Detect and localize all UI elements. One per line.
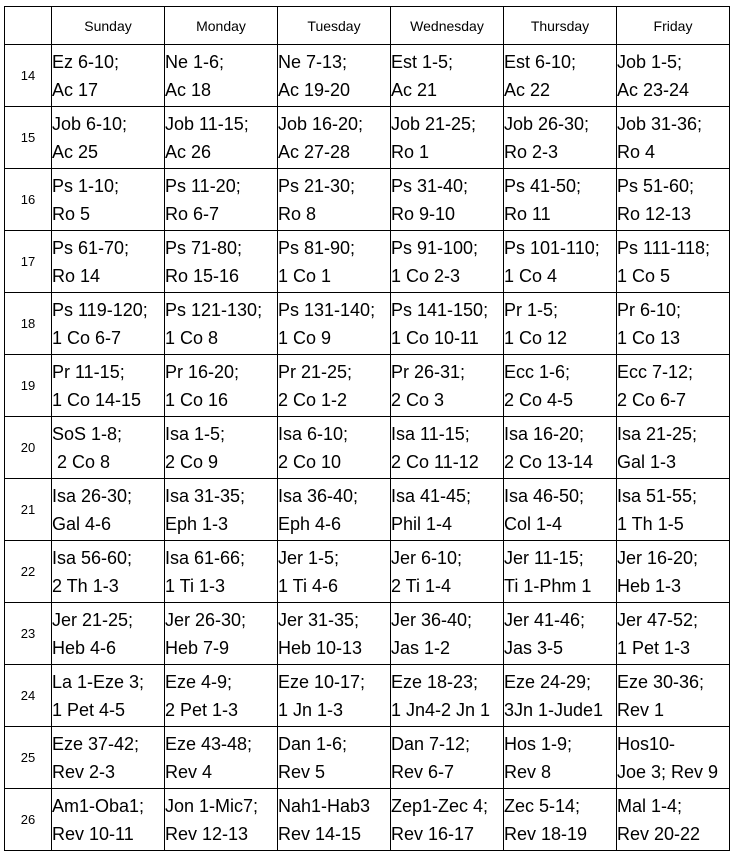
- reading-line-primary: SoS 1-8;: [52, 423, 123, 444]
- reading-line-secondary: Rev 20-22: [617, 823, 701, 844]
- reading-cell-thursday: [504, 479, 617, 541]
- reading-line-primary: Isa 31-35;: [165, 485, 246, 506]
- reading-cell-tuesday: [278, 603, 391, 665]
- reading-cell-friday: [617, 479, 730, 541]
- reading-cell-tuesday: [278, 665, 391, 727]
- reading-line-secondary: 1 Pet 4-5: [52, 699, 126, 720]
- reading-line-primary: Job 6-10;: [52, 113, 128, 134]
- reading-line-secondary: Rev 5: [278, 761, 326, 782]
- reading-cell-sunday: [52, 355, 165, 417]
- reading-cell-thursday: [504, 727, 617, 789]
- reading-line-secondary: 2 Pet 1-3: [165, 699, 239, 720]
- reading-line-secondary: Eph 1-3: [165, 513, 229, 534]
- day-header-sunday: Sunday: [52, 7, 165, 45]
- reading-line-primary: Jon 1-Mic7;: [165, 795, 259, 816]
- reading-cell-tuesday: [278, 231, 391, 293]
- reading-cell-monday: [165, 479, 278, 541]
- reading-line-secondary: Rev 4: [165, 761, 213, 782]
- reading-cell-sunday: [52, 417, 165, 479]
- reading-cell-monday: [165, 727, 278, 789]
- reading-cell-wednesday: [391, 727, 504, 789]
- reading-cell-monday: [165, 603, 278, 665]
- reading-cell-sunday: [52, 169, 165, 231]
- reading-line-primary: Jer 6-10;: [391, 547, 463, 568]
- reading-cell-friday: [617, 541, 730, 603]
- reading-cell-wednesday: [391, 107, 504, 169]
- reading-line-secondary: Ro 9-10: [391, 203, 456, 224]
- reading-line-primary: Isa 41-45;: [391, 485, 472, 506]
- reading-cell-thursday: [504, 665, 617, 727]
- reading-line-primary: Pr 26-31;: [391, 361, 466, 382]
- reading-cell-monday: [165, 231, 278, 293]
- reading-line-primary: Isa 16-20;: [504, 423, 585, 444]
- reading-line-primary: Eze 4-9;: [165, 671, 233, 692]
- reading-line-secondary: 1 Jn4-2 Jn 1: [391, 699, 491, 720]
- reading-line-secondary: Col 1-4: [504, 513, 563, 534]
- reading-line-primary: Jer 11-15;: [504, 547, 584, 568]
- reading-cell-wednesday: [391, 231, 504, 293]
- reading-line-primary: Ps 41-50;: [504, 175, 582, 196]
- week-row: [5, 293, 730, 355]
- reading-line-primary: Isa 51-55;: [617, 485, 698, 506]
- reading-cell-friday: [617, 665, 730, 727]
- reading-cell-tuesday: [278, 169, 391, 231]
- reading-line-secondary: 2 Co 1-2: [278, 389, 348, 410]
- reading-cell-friday: [617, 727, 730, 789]
- reading-line-primary: Isa 1-5;: [165, 423, 226, 444]
- reading-cell-wednesday: [391, 169, 504, 231]
- reading-line-primary: Ps 131-140;: [278, 299, 376, 320]
- reading-line-primary: Jer 1-5;: [278, 547, 340, 568]
- reading-line-secondary: Ro 1: [391, 141, 430, 162]
- reading-cell-monday: [165, 169, 278, 231]
- reading-line-secondary: 2 Th 1-3: [52, 575, 119, 596]
- reading-line-primary: Isa 11-15;: [391, 423, 470, 444]
- reading-line-primary: Eze 43-48;: [165, 733, 253, 754]
- reading-cell-wednesday: [391, 603, 504, 665]
- reading-line-primary: Pr 21-25;: [278, 361, 353, 382]
- reading-line-primary: Ps 111-118;: [617, 237, 711, 258]
- reading-line-secondary: Ro 12-13: [617, 203, 692, 224]
- reading-cell-thursday: [504, 107, 617, 169]
- reading-line-secondary: Ro 14: [52, 265, 101, 286]
- reading-cell-friday: [617, 231, 730, 293]
- reading-line-primary: Est 6-10;: [504, 51, 577, 72]
- reading-line-secondary: Ro 11: [504, 203, 551, 224]
- reading-line-secondary: 2 Co 6-7: [617, 389, 687, 410]
- reading-line-primary: Ps 51-60;: [617, 175, 695, 196]
- reading-line-primary: Jer 47-52;: [617, 609, 699, 630]
- reading-cell-wednesday: [391, 293, 504, 355]
- reading-line-primary: Eze 24-29;: [504, 671, 592, 692]
- reading-cell-sunday: [52, 541, 165, 603]
- reading-cell-tuesday: [278, 107, 391, 169]
- reading-line-secondary: 1 Co 10-11: [391, 327, 479, 348]
- reading-cell-wednesday: [391, 541, 504, 603]
- reading-line-secondary: 1 Co 8: [165, 327, 219, 348]
- reading-line-secondary: 2 Co 4-5: [504, 389, 574, 410]
- reading-schedule-table: [4, 6, 730, 851]
- reading-line-primary: Mal 1-4;: [617, 795, 683, 816]
- week-number: 20: [5, 417, 52, 479]
- week-number: 24: [5, 665, 52, 727]
- reading-line-primary: Jer 16-20;: [617, 547, 699, 568]
- reading-line-secondary: Ac 26: [165, 141, 212, 162]
- reading-cell-sunday: [52, 789, 165, 851]
- reading-line-secondary: Heb 1-3: [617, 575, 682, 596]
- reading-line-primary: Ps 1-10;: [52, 175, 120, 196]
- reading-cell-wednesday: [391, 45, 504, 107]
- reading-line-secondary: 3Jn 1-Jude1: [504, 699, 604, 720]
- reading-line-primary: Job 16-20;: [278, 113, 364, 134]
- reading-line-secondary: Eph 4-6: [278, 513, 342, 534]
- reading-cell-sunday: [52, 293, 165, 355]
- reading-cell-monday: [165, 45, 278, 107]
- reading-line-secondary: 1 Co 1: [278, 265, 332, 286]
- reading-line-secondary: 1 Co 16: [165, 389, 229, 410]
- reading-line-primary: Job 31-36;: [617, 113, 703, 134]
- week-number: 19: [5, 355, 52, 417]
- reading-line-secondary: Ac 17: [52, 79, 99, 100]
- reading-line-secondary: 1 Co 4: [504, 265, 558, 286]
- reading-cell-friday: [617, 45, 730, 107]
- week-row: [5, 541, 730, 603]
- reading-line-primary: Pr 11-15;: [52, 361, 125, 382]
- reading-line-secondary: Ac 27-28: [278, 141, 351, 162]
- reading-line-primary: Job 21-25;: [391, 113, 477, 134]
- reading-cell-tuesday: [278, 417, 391, 479]
- reading-cell-tuesday: [278, 355, 391, 417]
- week-row: [5, 355, 730, 417]
- reading-line-primary: Ps 31-40;: [391, 175, 469, 196]
- reading-line-secondary: 2 Co 9: [165, 451, 219, 472]
- reading-line-primary: Ne 1-6;: [165, 51, 225, 72]
- reading-cell-sunday: [52, 665, 165, 727]
- reading-line-primary: Ecc 1-6;: [504, 361, 571, 382]
- reading-line-primary: Ps 81-90;: [278, 237, 356, 258]
- day-header-tuesday: Tuesday: [278, 7, 391, 45]
- reading-cell-monday: [165, 789, 278, 851]
- week-number: 15: [5, 107, 52, 169]
- reading-line-primary: Isa 56-60;: [52, 547, 133, 568]
- reading-cell-thursday: [504, 355, 617, 417]
- week-number: 21: [5, 479, 52, 541]
- reading-line-secondary: Ro 4: [617, 141, 656, 162]
- week-row: [5, 789, 730, 851]
- reading-cell-sunday: [52, 107, 165, 169]
- reading-cell-wednesday: [391, 789, 504, 851]
- reading-line-primary: Zep1-Zec 4;: [391, 795, 489, 816]
- week-number: 17: [5, 231, 52, 293]
- reading-line-secondary: Ro 2-3: [504, 141, 559, 162]
- reading-line-primary: Job 11-15;: [165, 113, 249, 134]
- schedule-body: [5, 45, 730, 851]
- reading-line-secondary: Ro 15-16: [165, 265, 240, 286]
- reading-line-primary: Ps 61-70;: [52, 237, 130, 258]
- reading-line-primary: Jer 36-40;: [391, 609, 473, 630]
- reading-line-secondary: 1 Pet 1-3: [617, 637, 691, 658]
- reading-line-secondary: 1 Co 13: [617, 327, 681, 348]
- reading-line-secondary: 1 Co 2-3: [391, 265, 461, 286]
- reading-line-primary: Eze 37-42;: [52, 733, 140, 754]
- reading-cell-wednesday: [391, 479, 504, 541]
- day-header-monday: Monday: [165, 7, 278, 45]
- day-header-friday: Friday: [617, 7, 730, 45]
- reading-line-secondary: 1 Jn 1-3: [278, 699, 344, 720]
- reading-line-primary: Ps 71-80;: [165, 237, 243, 258]
- reading-cell-thursday: [504, 417, 617, 479]
- reading-line-primary: Hos10-: [617, 733, 676, 754]
- reading-line-primary: Pr 16-20;: [165, 361, 240, 382]
- reading-line-primary: Ne 7-13;: [278, 51, 348, 72]
- reading-cell-monday: [165, 107, 278, 169]
- reading-cell-monday: [165, 417, 278, 479]
- reading-cell-friday: [617, 107, 730, 169]
- reading-line-primary: Isa 36-40;: [278, 485, 359, 506]
- reading-line-primary: Jer 21-25;: [52, 609, 134, 630]
- reading-line-primary: Isa 26-30;: [52, 485, 133, 506]
- week-row: [5, 727, 730, 789]
- reading-cell-monday: [165, 665, 278, 727]
- reading-line-primary: Dan 1-6;: [278, 733, 348, 754]
- reading-line-secondary: Rev 18-19: [504, 823, 588, 844]
- reading-line-secondary: 1 Co 9: [278, 327, 332, 348]
- reading-line-primary: Pr 6-10;: [617, 299, 682, 320]
- reading-line-primary: Jer 26-30;: [165, 609, 247, 630]
- reading-line-secondary: Ac 18: [165, 79, 212, 100]
- reading-cell-thursday: [504, 541, 617, 603]
- reading-line-primary: Ecc 7-12;: [617, 361, 694, 382]
- reading-line-secondary: Ac 25: [52, 141, 99, 162]
- reading-line-secondary: Rev 6-7: [391, 761, 455, 782]
- reading-line-secondary: Rev 12-13: [165, 823, 249, 844]
- reading-line-primary: Ps 21-30;: [278, 175, 356, 196]
- reading-line-secondary: 1 Ti 4-6: [278, 575, 339, 596]
- reading-line-secondary: Gal 4-6: [52, 513, 112, 534]
- reading-line-primary: Ps 121-130;: [165, 299, 263, 320]
- reading-cell-thursday: [504, 169, 617, 231]
- week-number: 25: [5, 727, 52, 789]
- header-row: [5, 7, 730, 45]
- reading-line-secondary: 2 Co 13-14: [504, 451, 594, 472]
- reading-line-primary: Zec 5-14;: [504, 795, 581, 816]
- reading-cell-thursday: [504, 293, 617, 355]
- week-row: [5, 107, 730, 169]
- reading-cell-thursday: [504, 231, 617, 293]
- reading-line-secondary: 1 Co 6-7: [52, 327, 122, 348]
- reading-cell-sunday: [52, 727, 165, 789]
- reading-line-secondary: Ac 21: [391, 79, 438, 100]
- corner-cell: [5, 7, 52, 45]
- reading-line-secondary: Rev 14-15: [278, 823, 362, 844]
- reading-line-secondary: 1 Ti 1-3: [165, 575, 226, 596]
- reading-line-secondary: 1 Co 5: [617, 265, 671, 286]
- reading-line-secondary: 1 Co 14-15: [52, 389, 142, 410]
- reading-cell-thursday: [504, 789, 617, 851]
- reading-cell-sunday: [52, 479, 165, 541]
- reading-line-primary: Hos 1-9;: [504, 733, 573, 754]
- reading-cell-monday: [165, 541, 278, 603]
- reading-line-secondary: Ac 22: [504, 79, 551, 100]
- reading-cell-wednesday: [391, 355, 504, 417]
- week-row: [5, 231, 730, 293]
- week-number: 22: [5, 541, 52, 603]
- reading-cell-tuesday: [278, 727, 391, 789]
- week-number: 14: [5, 45, 52, 107]
- reading-line-primary: Job 26-30;: [504, 113, 590, 134]
- week-number: 23: [5, 603, 52, 665]
- reading-line-secondary: Ac 23-24: [617, 79, 690, 100]
- reading-line-primary: Eze 18-23;: [391, 671, 479, 692]
- reading-line-secondary: Rev 2-3: [52, 761, 116, 782]
- week-row: [5, 479, 730, 541]
- reading-cell-friday: [617, 417, 730, 479]
- reading-line-primary: Ez 6-10;: [52, 51, 120, 72]
- reading-cell-friday: [617, 293, 730, 355]
- reading-line-secondary: Joe 3; Rev 9: [617, 761, 719, 782]
- reading-cell-sunday: [52, 603, 165, 665]
- reading-line-primary: Eze 30-36;: [617, 671, 705, 692]
- reading-line-primary: Ps 91-100;: [391, 237, 479, 258]
- day-header-wednesday: Wednesday: [391, 7, 504, 45]
- reading-line-secondary: 2 Ti 1-4: [391, 575, 452, 596]
- reading-cell-friday: [617, 169, 730, 231]
- reading-line-secondary: Ro 5: [52, 203, 91, 224]
- week-row: [5, 45, 730, 107]
- reading-line-primary: Jer 31-35;: [278, 609, 360, 630]
- reading-line-secondary: Ac 19-20: [278, 79, 351, 100]
- reading-line-primary: Isa 21-25;: [617, 423, 698, 444]
- reading-line-secondary: Heb 4-6: [52, 637, 117, 658]
- week-number: 26: [5, 789, 52, 851]
- reading-line-secondary: Ro 8: [278, 203, 317, 224]
- reading-line-secondary: 1 Th 1-5: [617, 513, 684, 534]
- reading-cell-wednesday: [391, 417, 504, 479]
- week-row: [5, 169, 730, 231]
- reading-line-secondary: 2 Co 8: [52, 451, 111, 472]
- reading-line-primary: Jer 41-46;: [504, 609, 586, 630]
- reading-cell-wednesday: [391, 665, 504, 727]
- reading-line-primary: Eze 10-17;: [278, 671, 366, 692]
- reading-cell-friday: [617, 603, 730, 665]
- reading-cell-sunday: [52, 45, 165, 107]
- reading-line-primary: Nah1-Hab3: [278, 795, 371, 816]
- reading-line-primary: Ps 141-150;: [391, 299, 489, 320]
- reading-line-secondary: 1 Co 12: [504, 327, 568, 348]
- reading-line-primary: Isa 46-50;: [504, 485, 585, 506]
- reading-line-primary: Ps 101-110;: [504, 237, 600, 258]
- reading-line-secondary: Jas 1-2: [391, 637, 451, 658]
- reading-cell-tuesday: [278, 45, 391, 107]
- reading-line-secondary: Rev 8: [504, 761, 552, 782]
- reading-cell-thursday: [504, 45, 617, 107]
- reading-cell-tuesday: [278, 541, 391, 603]
- reading-line-primary: Pr 1-5;: [504, 299, 559, 320]
- reading-line-secondary: Ro 6-7: [165, 203, 220, 224]
- reading-cell-monday: [165, 293, 278, 355]
- reading-cell-tuesday: [278, 789, 391, 851]
- week-number: 18: [5, 293, 52, 355]
- reading-line-secondary: 2 Co 3: [391, 389, 445, 410]
- reading-line-secondary: Gal 1-3: [617, 451, 677, 472]
- reading-line-secondary: Heb 7-9: [165, 637, 230, 658]
- reading-line-primary: Isa 6-10;: [278, 423, 349, 444]
- week-number: 16: [5, 169, 52, 231]
- reading-cell-tuesday: [278, 293, 391, 355]
- reading-line-secondary: Ti 1-Phm 1: [504, 575, 592, 596]
- reading-line-primary: Isa 61-66;: [165, 547, 246, 568]
- reading-line-secondary: Rev 1: [617, 699, 665, 720]
- reading-line-secondary: Rev 16-17: [391, 823, 475, 844]
- week-row: [5, 665, 730, 727]
- reading-line-primary: Dan 7-12;: [391, 733, 471, 754]
- reading-line-secondary: 2 Co 11-12: [391, 451, 479, 472]
- reading-line-primary: Ps 119-120;: [52, 299, 148, 320]
- reading-line-primary: Est 1-5;: [391, 51, 454, 72]
- reading-line-secondary: 2 Co 10: [278, 451, 342, 472]
- week-row: [5, 603, 730, 665]
- reading-line-primary: Ps 11-20;: [165, 175, 241, 196]
- reading-cell-monday: [165, 355, 278, 417]
- reading-line-secondary: Rev 10-11: [52, 823, 134, 844]
- reading-cell-thursday: [504, 603, 617, 665]
- reading-cell-tuesday: [278, 479, 391, 541]
- reading-cell-friday: [617, 355, 730, 417]
- reading-schedule: [4, 6, 730, 851]
- reading-line-primary: La 1-Eze 3;: [52, 671, 145, 692]
- reading-line-primary: Am1-Oba1;: [52, 795, 145, 816]
- reading-line-secondary: Phil 1-4: [391, 513, 453, 534]
- reading-cell-friday: [617, 789, 730, 851]
- reading-line-secondary: Jas 3-5: [504, 637, 564, 658]
- day-header-thursday: Thursday: [504, 7, 617, 45]
- week-row: [5, 417, 730, 479]
- reading-cell-sunday: [52, 231, 165, 293]
- reading-line-secondary: Heb 10-13: [278, 637, 363, 658]
- reading-line-primary: Job 1-5;: [617, 51, 683, 72]
